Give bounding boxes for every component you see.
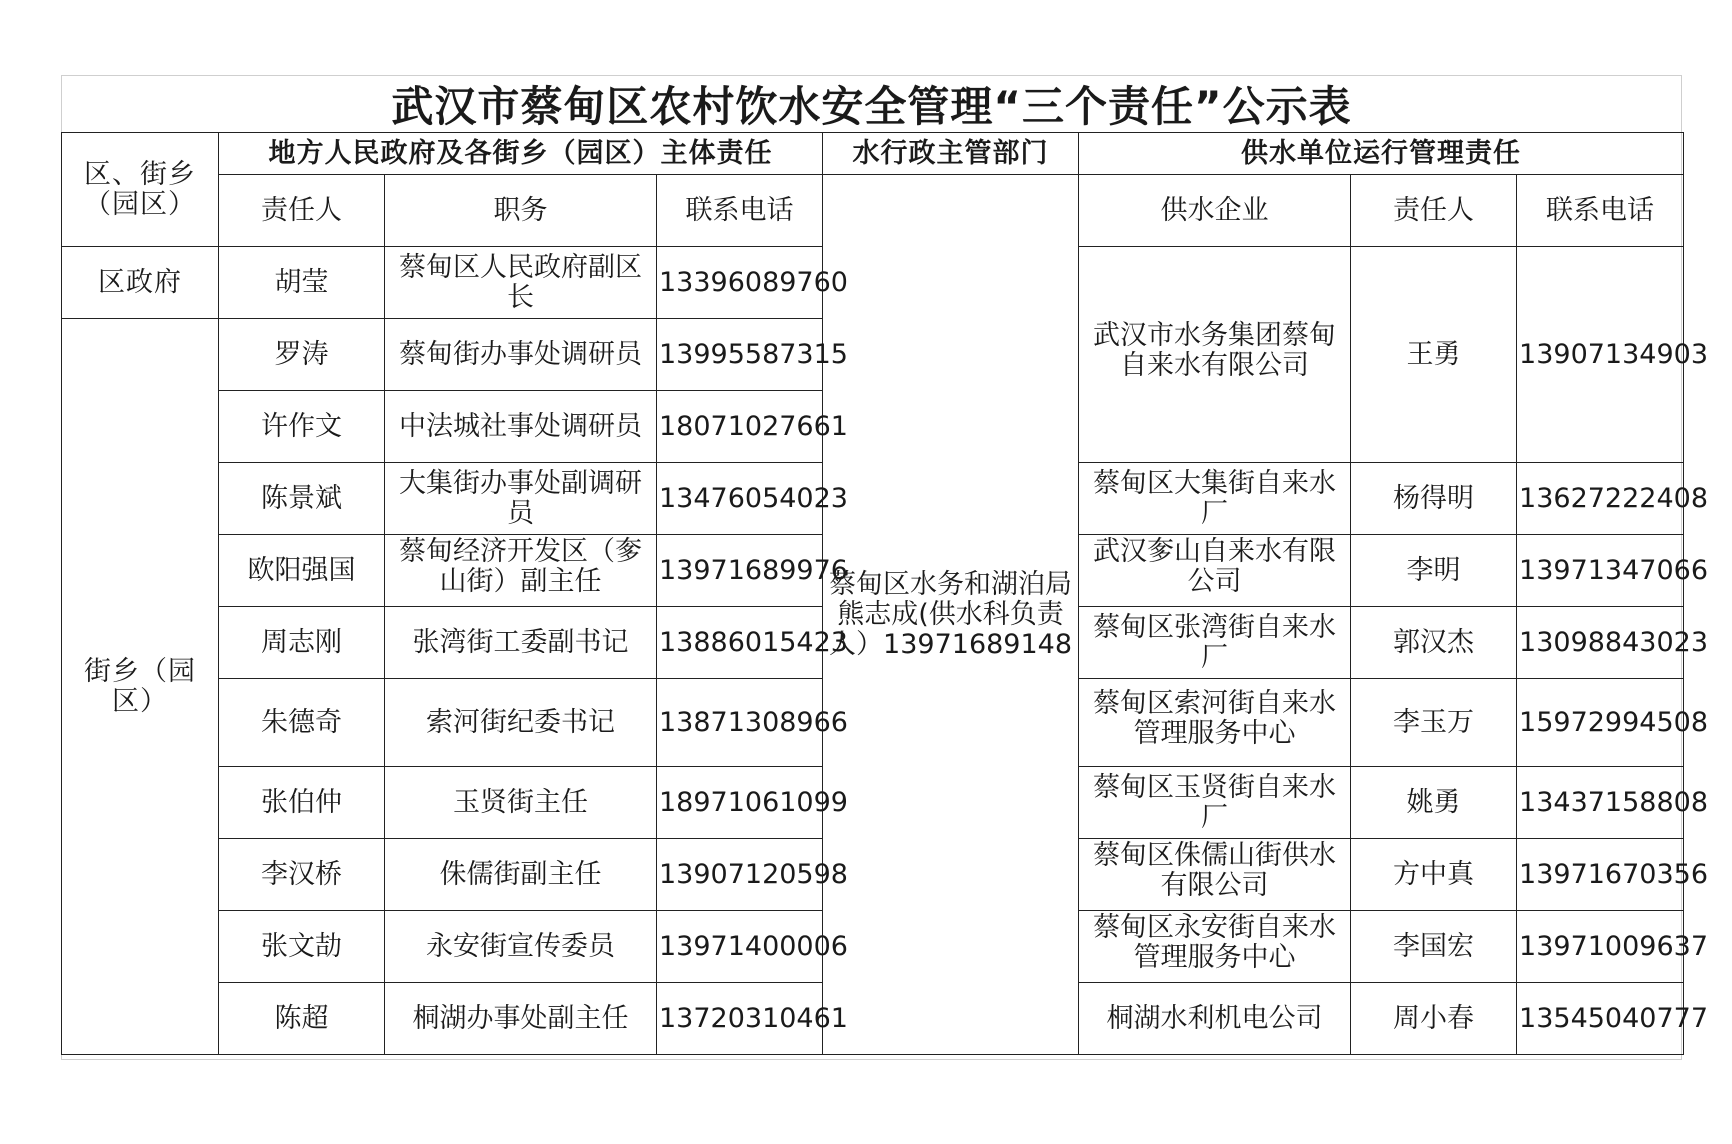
notice-sheet (61, 75, 1708, 1060)
phone-cell: 13871308966 (657, 679, 823, 767)
position-cell: 蔡甸街办事处调研员 (385, 319, 657, 391)
supply-person-cell: 郭汉杰 (1351, 607, 1517, 679)
phone-cell: 18071027661 (657, 391, 823, 463)
region-street-cell: 街乡（园区） (62, 319, 219, 1055)
local-gov-header: 地方人民政府及各街乡（园区）主体责任 (219, 133, 823, 175)
phone-cell: 13396089760 (657, 247, 823, 319)
company-cell: 蔡甸区大集街自来水厂 (1079, 463, 1351, 535)
supply-person-header: 责任人 (1351, 175, 1517, 247)
company-header: 供水企业 (1079, 175, 1351, 247)
page-title: 武汉市蔡甸区农村饮水安全管理“三个责任”公示表 (391, 82, 1352, 131)
header-row-2 (62, 175, 1684, 247)
company-cell: 蔡甸区侏儒山街供水有限公司 (1079, 839, 1351, 911)
supply-phone-cell: 13098843023 (1517, 607, 1684, 679)
phone-cell: 13907120598 (657, 839, 823, 911)
supply-phone-cell: 13627222408 (1517, 463, 1684, 535)
supply-phone-cell: 13971347066 (1517, 535, 1684, 607)
supply-person-cell: 周小春 (1351, 983, 1517, 1055)
position-cell: 大集街办事处副调研员 (385, 463, 657, 535)
header-row-1 (62, 133, 1684, 175)
position-cell: 蔡甸经济开发区（奓山街）副主任 (385, 535, 657, 607)
company-cell: 蔡甸区张湾街自来水厂 (1079, 607, 1351, 679)
phone-cell: 18971061099 (657, 767, 823, 839)
responsibility-table (61, 132, 1708, 1055)
phone-cell: 13476054023 (657, 463, 823, 535)
phone-cell: 13971400006 (657, 911, 823, 983)
phone-cell: 13995587315 (657, 319, 823, 391)
supply-person-cell: 方中真 (1351, 839, 1517, 911)
person-cell: 朱德奇 (219, 679, 385, 767)
supply-header: 供水单位运行管理责任 (1079, 133, 1684, 175)
supply-phone-cell: 13437158808 (1517, 767, 1684, 839)
supply-person-cell: 杨得明 (1351, 463, 1517, 535)
phone-cell: 13971689976 (657, 535, 823, 607)
water-admin-cell: 蔡甸区水务和湖泊局熊志成(供水科负责人）13971689148 (823, 175, 1079, 1055)
person-cell: 李汉桥 (219, 839, 385, 911)
company-cell: 桐湖水利机电公司 (1079, 983, 1351, 1055)
region-header: 区、街乡（园区） (62, 133, 219, 247)
position-cell: 中法城社事处调研员 (385, 391, 657, 463)
supply-phone-cell: 13545040777 (1517, 983, 1684, 1055)
person-cell: 罗涛 (219, 319, 385, 391)
company-cell: 武汉奓山自来水有限公司 (1079, 535, 1351, 607)
company-cell: 武汉市水务集团蔡甸自来水有限公司 (1079, 247, 1351, 463)
region-district-cell: 区政府 (62, 247, 219, 319)
position-cell: 桐湖办事处副主任 (385, 983, 657, 1055)
person-cell: 欧阳强国 (219, 535, 385, 607)
supply-person-cell: 李玉万 (1351, 679, 1517, 767)
phone-cell: 13886015423 (657, 607, 823, 679)
position-header: 职务 (385, 175, 657, 247)
position-cell: 张湾街工委副书记 (385, 607, 657, 679)
company-cell: 蔡甸区索河街自来水管理服务中心 (1079, 679, 1351, 767)
person-cell: 周志刚 (219, 607, 385, 679)
supply-phone-cell: 13971670356 (1517, 839, 1684, 911)
person-cell: 胡莹 (219, 247, 385, 319)
water-admin-header: 水行政主管部门 (823, 133, 1079, 175)
supply-person-cell: 李国宏 (1351, 911, 1517, 983)
position-cell: 索河街纪委书记 (385, 679, 657, 767)
position-cell: 蔡甸区人民政府副区长 (385, 247, 657, 319)
position-cell: 永安街宣传委员 (385, 911, 657, 983)
phone-cell: 13720310461 (657, 983, 823, 1055)
supply-phone-header: 联系电话 (1517, 175, 1684, 247)
person-cell: 许作文 (219, 391, 385, 463)
person-header: 责任人 (219, 175, 385, 247)
person-cell: 陈超 (219, 983, 385, 1055)
supply-person-cell: 李明 (1351, 535, 1517, 607)
supply-phone-cell: 13971009637 (1517, 911, 1684, 983)
person-cell: 陈景斌 (219, 463, 385, 535)
phone-header: 联系电话 (657, 175, 823, 247)
position-cell: 玉贤街主任 (385, 767, 657, 839)
company-cell: 蔡甸区玉贤街自来水厂 (1079, 767, 1351, 839)
person-cell: 张文劼 (219, 911, 385, 983)
supply-phone-cell: 15972994508 (1517, 679, 1684, 767)
company-cell: 蔡甸区永安街自来水管理服务中心 (1079, 911, 1351, 983)
supply-phone-cell: 13907134903 (1517, 247, 1684, 463)
position-cell: 侏儒街副主任 (385, 839, 657, 911)
person-cell: 张伯仲 (219, 767, 385, 839)
supply-person-cell: 姚勇 (1351, 767, 1517, 839)
supply-person-cell: 王勇 (1351, 247, 1517, 463)
